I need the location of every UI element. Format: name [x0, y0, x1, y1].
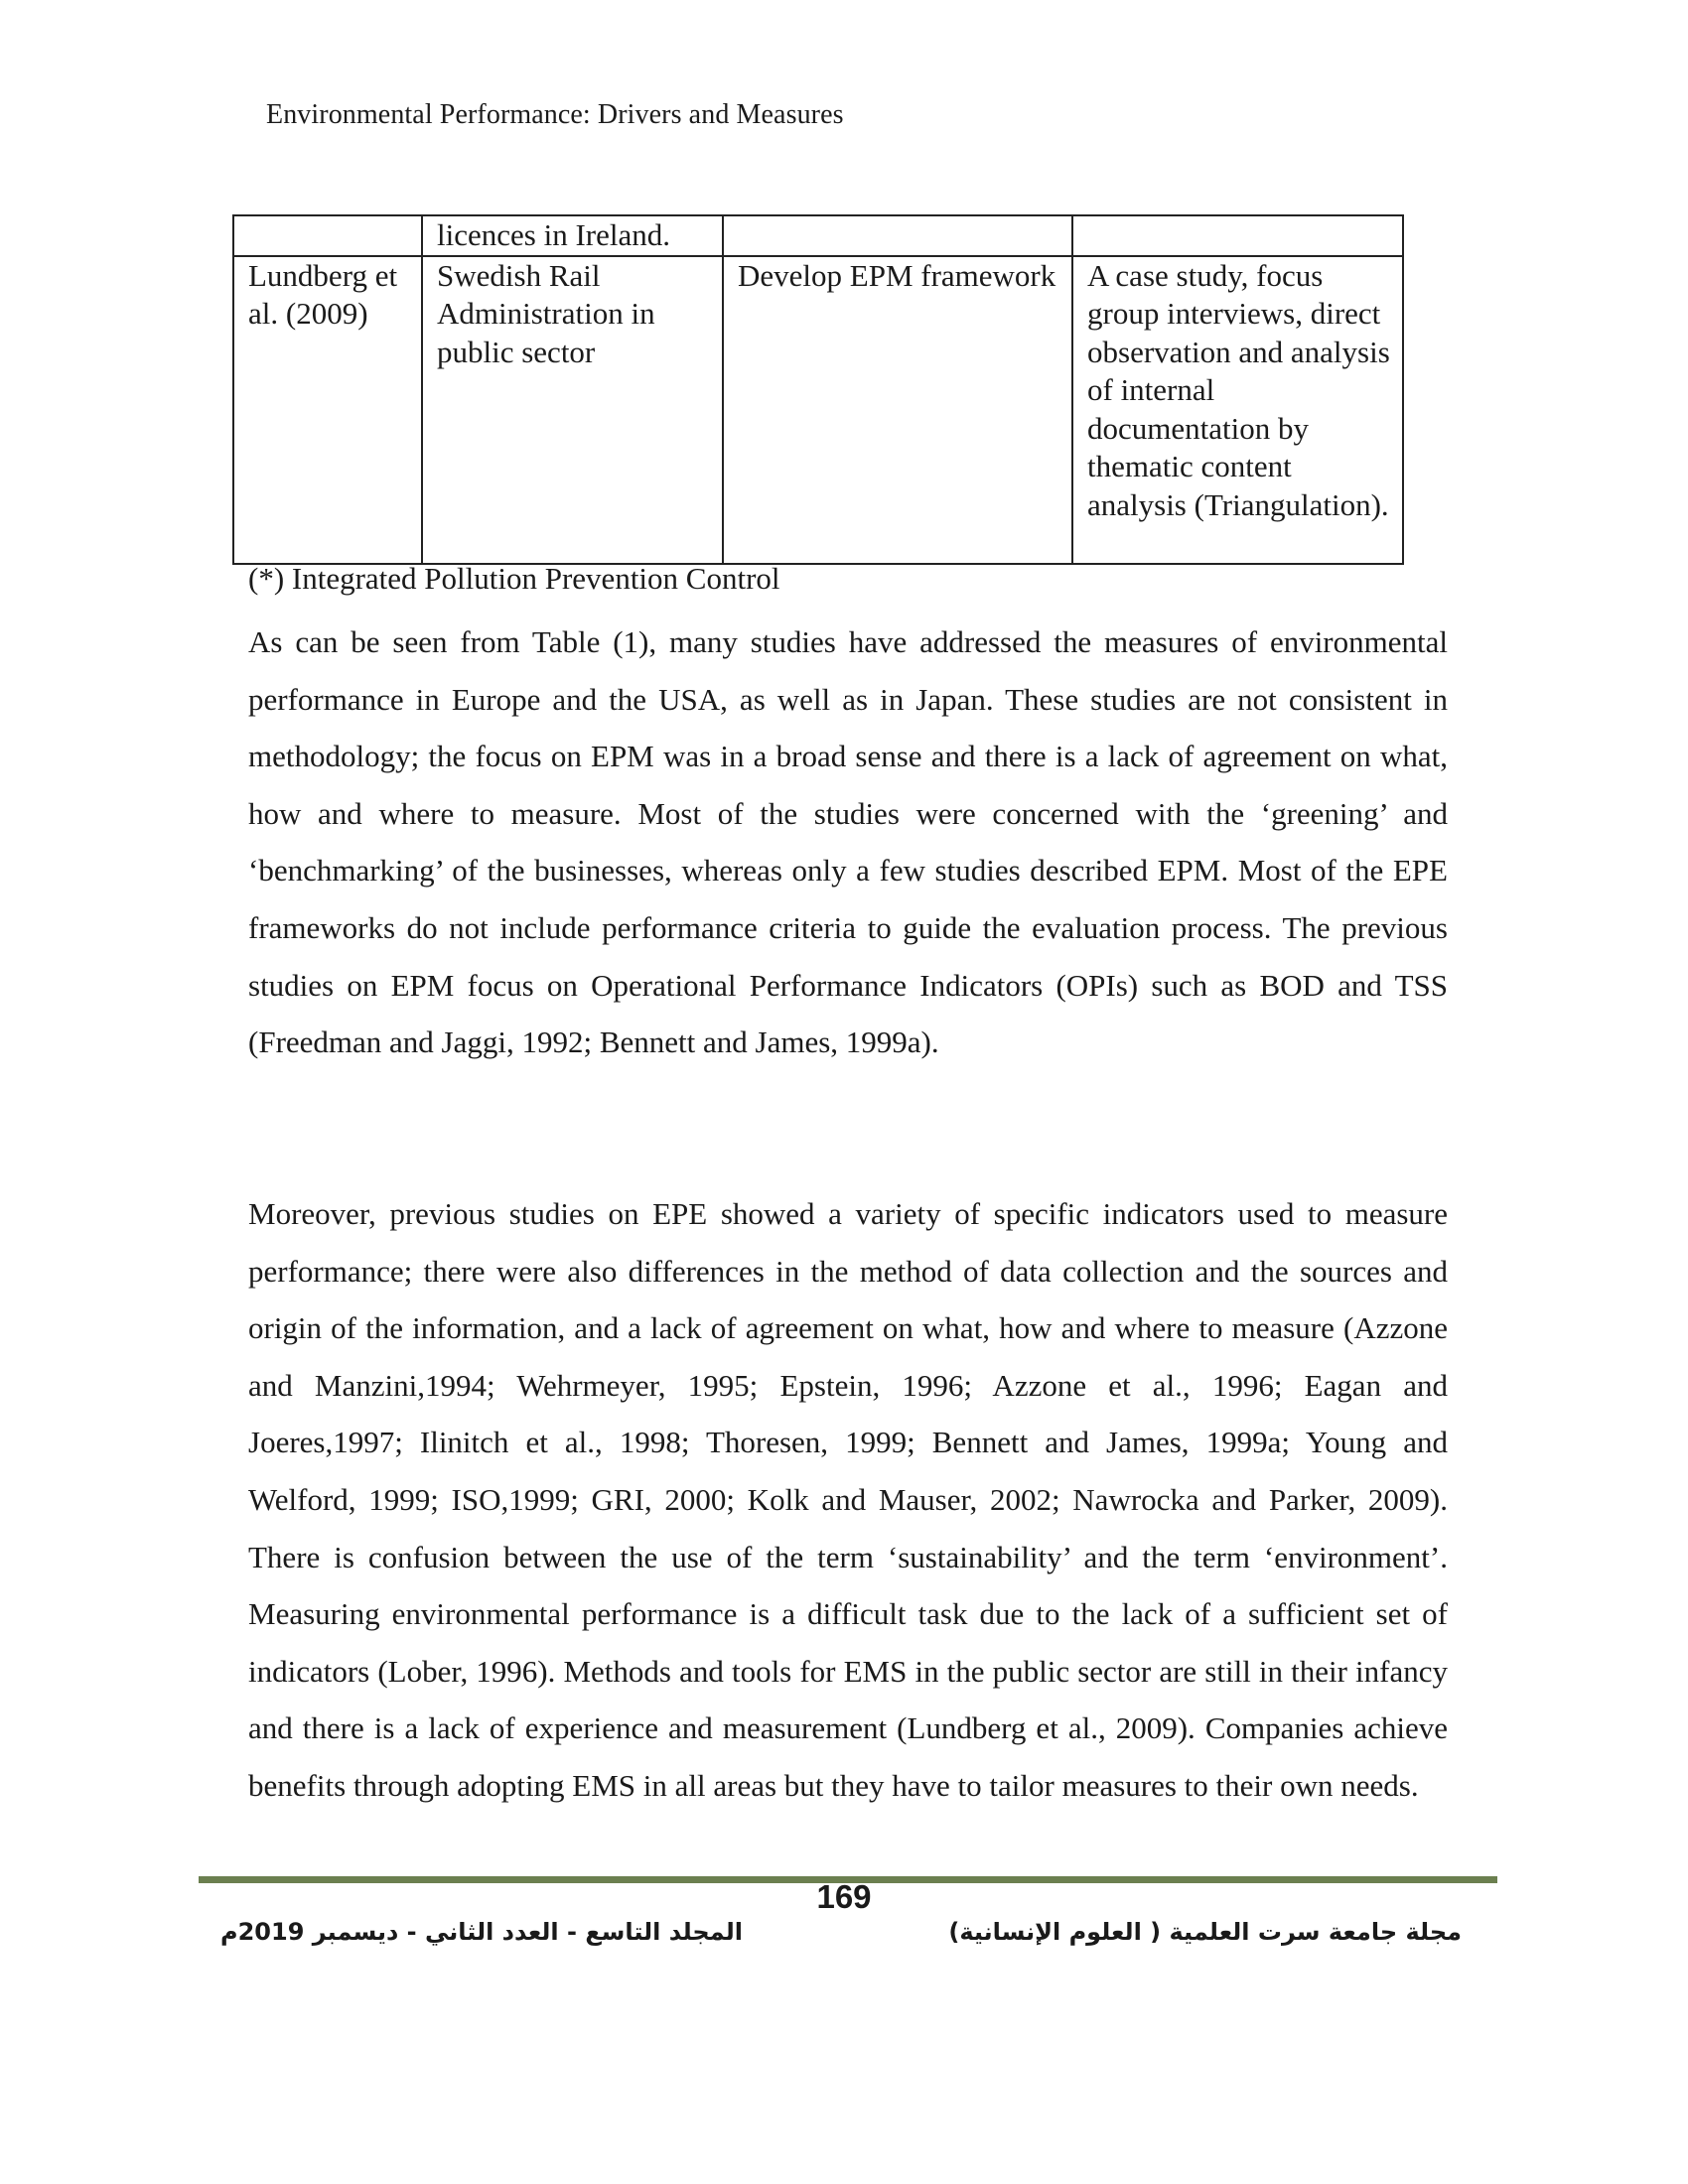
table-row-continued [233, 215, 1403, 256]
table-cell [723, 215, 1072, 256]
footer-issue-info: المجلد التاسع - العدد الثاني - ديسمبر 2019م [220, 1918, 743, 1946]
table-footnote: (*) Integrated Pollution Prevention Control [248, 561, 780, 596]
table-row [233, 256, 1403, 564]
body-paragraph: Moreover, previous studies on EPE showed a variety of specific indicators used to measure performance; there were also differences in the method of data collection and the sources and origin of the information, and a lack of agreement on what, how and where to measure (Azzone and Manzini,1994; Wehrmeyer, 1995; Epstein, 1996; Azzone et al., 1996; Eagan and Joeres,1997; Ilinitch et al., 1998; Thoresen, 1999; Bennett and James, 1999a; Young and Welford, 1999; ISO,1999; GRI, 2000; Kolk and Mauser, 2002; Nawrocka and Parker, 2009). There is confusion between the use of the term ‘sustainability’ and the term ‘environment’. Measuring environmental performance is a difficult task due to the lack of a sufficient set of indicators (Lober, 1996). Methods and tools for EMS in the public sector are still in their infancy and there is a lack of experience and measurement (Lundberg et al., 2009). Companies achieve benefits through adopting EMS in all areas but they have to tailor measures to their own needs. [248, 1196, 1448, 1803]
footer-journal-name: مجلة جامعة سرت العلمية ( العلوم الإنسانية) [948, 1918, 1462, 1946]
table-cell-aim: Develop EPM framework [723, 256, 1072, 564]
body-paragraph: As can be seen from Table (1), many studies have addressed the measures of environmental performance in Europe and the USA, as well as in Japan. These studies are not consistent in methodology; the focus on EPM was in a broad sense and there is a lack of agreement on what, how and where to measure. Most of the studies were concerned with the ‘greening’ and ‘benchmarking’ of the businesses, whereas only a few studies described EPM. Most of the EPE frameworks do not include performance criteria to guide the evaluation process. The previous studies on EPM focus on Operational Performance Indicators (OPIs) such as BOD and TSS (Freedman and Jaggi, 1992; Bennett and James, 1999a). [248, 624, 1448, 1060]
table-cell-method: A case study, focus group interviews, direct observation and analysis of internal documentation by thematic content analysis (Triangulation). [1072, 256, 1403, 564]
table-cell-author: Lundberg et al. (2009) [233, 256, 422, 564]
table-cell-context: Swedish Rail Administration in public sector [422, 256, 723, 564]
table-cell: licences in Ireland. [422, 215, 723, 256]
page-number: 169 [816, 1878, 872, 1915]
running-header: Environmental Performance: Drivers and Measures [266, 99, 844, 130]
table-cell [233, 215, 422, 256]
table-cell [1072, 215, 1403, 256]
literature-table [232, 214, 1404, 565]
